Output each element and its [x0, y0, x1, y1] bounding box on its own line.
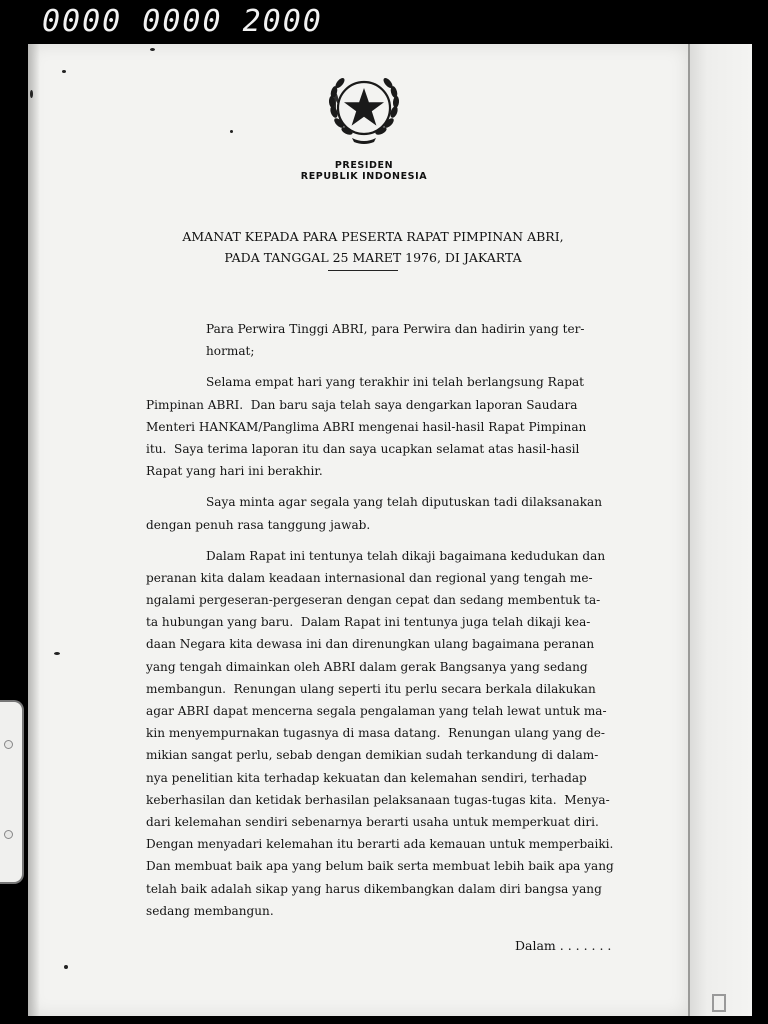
text-line: membangun. Renungan ulang seperti itu perlu secara berkala dilakukan	[146, 681, 596, 696]
text-line: daan Negara kita dewasa ini dan direnungkan ulang bagaimana peranan	[146, 637, 595, 652]
next-page-catchword: Dalam . . . . . . .	[515, 938, 612, 953]
page-edge-line	[688, 44, 690, 1016]
title-line-1: AMANAT KEPADA PARA PESERTA RAPAT PIMPINAN ABRI,	[182, 229, 564, 244]
dust-speck	[230, 130, 233, 133]
page-gutter-shadow	[28, 44, 40, 1016]
text-line: yang tengah dimainkan oleh ABRI dalam gerak Bangsanya yang sedang	[146, 659, 588, 674]
binder-hole-icon	[4, 830, 13, 839]
office-line-republic: REPUBLIK INDONESIA	[300, 171, 428, 182]
title-line-2: PADA TANGGAL 25 MARET 1976, DI JAKARTA	[224, 250, 522, 265]
letterhead-office	[260, 160, 468, 182]
text-line: sedang membangun.	[146, 903, 274, 918]
dust-speck	[62, 70, 66, 73]
binder-hole-icon	[4, 740, 13, 749]
text-line: nya penelitian kita terhadap kekuatan dan kelemahan sendiri, terhadap	[146, 770, 587, 785]
text-line: ngalami pergeseran-pergeseran dengan cepat dan sedang membentuk ta-	[146, 593, 601, 608]
text-line: Dengan menyadari kelemahan itu berarti ada kemauan untuk memperbaiki.	[146, 837, 614, 852]
speech-body	[146, 318, 630, 922]
dust-speck	[64, 965, 68, 969]
text-line: Pimpinan ABRI. Dan baru saja telah saya dengarkan laporan Saudara	[146, 397, 578, 412]
text-line: Dan membuat baik apa yang belum baik serta membuat lebih baik apa yang	[146, 859, 614, 874]
paragraph-2	[146, 491, 630, 535]
frame-counter: 0000 0000 2000	[42, 4, 323, 39]
text-line: dengan penuh rasa tanggung jawab.	[146, 517, 371, 532]
text-line: mikian sangat perlu, sebab dengan demikian sudah terkandung di dalam-	[146, 748, 599, 763]
corner-mark	[712, 994, 726, 1012]
text-line: Selama empat hari yang terakhir ini telah berlangsung Rapat	[206, 375, 585, 390]
binder-tab	[0, 700, 24, 884]
text-line: dari kelemahan sendiri sebenarnya berarti usaha untuk memperkuat diri.	[146, 814, 599, 829]
title-underline	[328, 270, 398, 271]
text-line: Saya minta agar segala yang telah diputuskan tadi dilaksanakan	[206, 495, 603, 510]
text-line: keberhasilan dan ketidak berhasilan pelaksanaan tugas-tugas kita. Menya-	[146, 792, 610, 807]
text-line: kin menyempurnakan tugasnya di masa datang. Renungan ulang yang de-	[146, 726, 606, 741]
text-line: ta hubungan yang baru. Dalam Rapat ini tentunya juga telah dikaji kea-	[146, 615, 591, 630]
salutation	[146, 318, 630, 362]
text-line: telah baik adalah sikap yang harus dikembangkan dalam diri bangsa yang	[146, 881, 602, 896]
text-line: hormat;	[206, 344, 255, 359]
dust-speck	[150, 48, 155, 51]
text-line: peranan kita dalam keadaan internasional dan regional yang tengah me-	[146, 570, 593, 585]
document-title	[100, 226, 646, 268]
office-line-president: PRESIDEN	[334, 160, 394, 171]
text-line: agar ABRI dapat mencerna segala pengalaman yang telah lewat untuk ma-	[146, 704, 607, 718]
text-line: Rapat yang hari ini berakhir.	[146, 464, 323, 479]
dust-speck	[54, 652, 60, 655]
text-line: Menteri HANKAM/Panglima ABRI mengenai hasil-hasil Rapat Pimpinan	[146, 419, 587, 434]
text-line: itu. Saya terima laporan itu dan saya ucapkan selamat atas hasil-hasil	[146, 441, 580, 456]
page-edge	[688, 44, 752, 1016]
text-line: Para Perwira Tinggi ABRI, para Perwira dan hadirin yang ter-	[206, 322, 585, 336]
paragraph-3	[146, 545, 630, 922]
paragraph-1	[146, 371, 630, 482]
text-line: Dalam Rapat ini tentunya telah dikaji bagaimana kedudukan dan	[206, 548, 606, 563]
presidential-seal-icon	[322, 66, 406, 150]
dust-speck	[30, 90, 33, 98]
